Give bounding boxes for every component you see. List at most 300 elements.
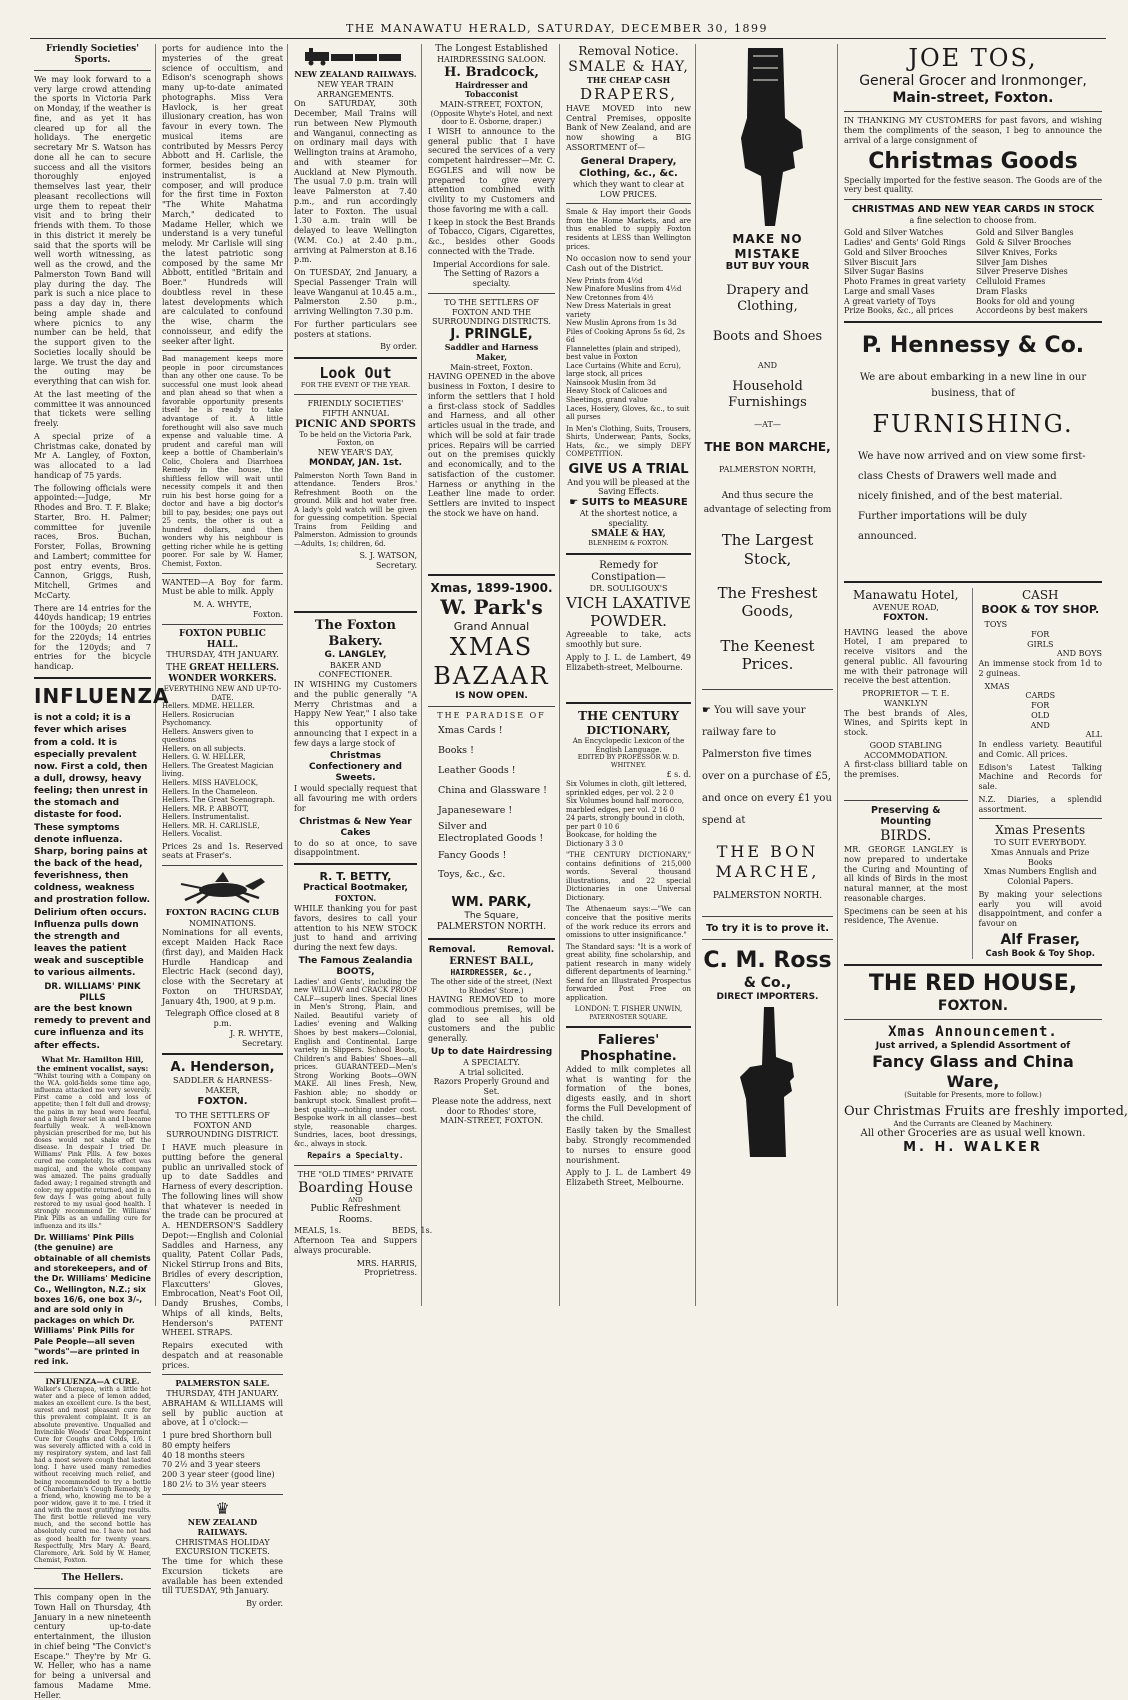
henderson-text: I HAVE much pleasure in putting before the general public an unrivalled stock of up to date Saddles and Harness of every description. The following lines will show that whatever is needed in the trade can be procured at A. HENDERSON'S Saddlery Depot:—English and Colonial Saddles and Harness, any quality, Patent Collar Pads, Nickel Stirrup Irons and Bits, Bridles of every description, Flaxcutters' Gloves, Embrocation, Neat's Foot Oil, Dandy Brushes, Combs, Whips of all kinds, Belts, Henderson's PATENT WHEEL STRAPS. [162, 1143, 283, 1338]
park-title: W. Park's [440, 595, 543, 620]
hall-item: Hellers. on all subjects. [162, 744, 246, 753]
divider [294, 611, 417, 613]
fs-date: MONDAY, JAN. 1st. [308, 457, 403, 468]
divider [294, 863, 417, 865]
goods-item: Nainsook Muslin from 3d [566, 378, 656, 387]
bazaar-open: IS NOW OPEN. [455, 691, 528, 702]
cards: CARDS [1025, 691, 1056, 701]
mh-walker: M. H. WALKER [903, 1140, 1043, 1156]
sports-paragraph: There are 14 entries for the 440yds handicap; 19 entries for the 100yds; 20 entries for the 220yds; 14 entries for the 120yds; and 7 entries for the bicycle handicap. [34, 603, 151, 672]
announcement: Xmas Announcement. [888, 1024, 1058, 1041]
divider [162, 350, 283, 351]
saloon: HAIRDRESSING SALOON. [437, 54, 546, 64]
divider [162, 573, 283, 574]
stabling: GOOD STABLING ACCOMMODATION. [864, 740, 948, 760]
bazaar-item: Silver and Electroplated Goods ! [438, 820, 544, 845]
goods-lists [844, 228, 1102, 316]
divider [162, 1374, 283, 1375]
divider [294, 394, 417, 395]
park-square: The Square, [464, 911, 519, 922]
wanted-name: M. A. WHYTE, [193, 600, 252, 610]
divider [844, 111, 1102, 112]
boarding-title: Boarding House [298, 1179, 413, 1196]
ball-text: HAVING REMOVED to more commodious premises, will be glad to see all his old customers and the public generally. [428, 995, 555, 1044]
divider [566, 553, 691, 555]
remedy: Remedy for Constipation— [591, 559, 666, 583]
top-rule [30, 38, 1106, 39]
henderson-name: A. Henderson, [170, 1060, 275, 1076]
goods-item: New Prints from 4½d [566, 276, 643, 285]
palmerston-2: PALMERSTON NORTH. [712, 891, 823, 902]
divider [844, 1019, 1102, 1020]
sale-items [162, 1431, 283, 1490]
hotel-ad [844, 588, 973, 959]
cards-stock: CHRISTMAS AND NEW YEAR CARDS IN STOCK [851, 204, 1095, 215]
pink-pills-sold: Dr. Williams' Pink Pills (the genuine) are obtainable of all chemists and storekeepers, and of the Dr. Williams' Medicine Co., Wellington, N.Z.; six boxes 16/6, one box 3/-, and are sold only in packages on which Dr. Williams' Pink Pills for Pale People—all seven "words"—are printed in red ink. [34, 1232, 151, 1367]
divider [979, 818, 1103, 819]
divider [162, 1053, 283, 1055]
hotel-text: HAVING leased the above Hotel, I am prepared to receive visitors and the general public. All favouring me with their patronage will receive the best attention. [844, 627, 968, 686]
masthead: THE MANAWATU HERALD, SATURDAY, DECEMBER 30, 1899 [346, 22, 768, 35]
column-6 [698, 44, 838, 1306]
old-times: THE "OLD TIMES" PRIVATE [297, 1170, 414, 1180]
list-right [976, 228, 1102, 316]
cash: CASH [1021, 588, 1059, 603]
red-house: THE RED HOUSE, [868, 971, 1078, 997]
hall-item: Hellers. MR. P. ABBOTT, [162, 804, 249, 813]
teas: Afternoon Tea and Suppers always procurable. [294, 1236, 417, 1255]
bon-marche: THE BON MARCHE, [704, 440, 831, 455]
divider [702, 689, 833, 690]
goods-item: Flannelettes (plain and striped), best value in Foxton [566, 344, 681, 362]
falieres-text: Added to milk completes all what is wanting for the formation of the bones, digests easily, and in short forms the Full Development of the child. [566, 1064, 691, 1123]
numbers: Xmas Numbers English and Colonial Papers. [983, 867, 1097, 887]
fs-secretary: S. J. WATSON, [359, 551, 417, 561]
and: AND [757, 361, 778, 371]
lookout-title: Look Out [319, 364, 392, 382]
divider [294, 357, 417, 359]
ball-street: MAIN-STREET, FOXTON. [439, 1116, 544, 1126]
bradcock-text-2: I keep in stock the Best Brands of Tobacco, Cigars, Cigarettes, &c., besides other Goods connected with the Trade. [428, 217, 555, 256]
xmas-year: Xmas, 1899-1900. [430, 580, 553, 595]
standard: The Standard says: "It is a work of great ability, fine scholarship, and patient research in many widely different departments of learning." Send for an Illustrated Prospectus forwarded Post Free on application. [566, 942, 691, 1002]
hall-item: Hellers. The Great Scenograph. [162, 796, 275, 805]
betty-repairs: Repairs a Specialty. [307, 1151, 404, 1161]
racing-secretary-title: Secretary. [241, 1038, 283, 1048]
list-left [844, 228, 970, 316]
sports-title: Friendly Societies' Sports. [46, 44, 139, 65]
divider [428, 938, 555, 940]
fraser-shop: Cash Book & Toy Shop. [985, 948, 1096, 959]
arrived: We have now arrived and on view some first-class Chests of Drawers well made and nicely finished, and of the best material. Further importations will be duly announced. [858, 451, 1086, 543]
stock: An immense stock from 1d to 2 guineas. [978, 659, 1102, 678]
all: ALL [1085, 730, 1102, 740]
divider [428, 293, 555, 294]
household: Household Furnishings [728, 378, 807, 410]
list-item: Silver Sugar Basins [844, 267, 924, 277]
divider [844, 321, 1102, 323]
rail-text: The time for which these Excursion tickets are available has been extended till TUESDAY, 9th January. [162, 1557, 283, 1596]
bakery-text-3: to do so at once, to save disappointment. [294, 838, 417, 858]
racing-sub: NOMINATIONS. [188, 918, 257, 928]
bad-management-text: Bad management keeps more people in poor circumstances than any other one cause. To be successful one must look ahead and plan ahead so that when a favorable opportunity presents itself he is ready to take advantage of it. A little forethought will also save much expense and valuable time. A prudent and careful man will keep a bottle of Chamberlain's Colic, Cholera and Diarrhoea Remedy in the house, the shiftless fellow will wait until necessity compels it and then ruin his best horse going for a doctor and have a big doctor's bill to pay, besides; one pays out 25 cents, the other is out a hundred dollars, and then wonders why his neighbour is getting richer while he is getting poorer. For sale by W. Hamer, Chemist, Foxton. [162, 355, 283, 568]
bazaar-item: Fancy Goods ! [438, 849, 507, 861]
agreeable: Agreeable to take, acts smoothly but sure. [566, 630, 691, 650]
divider [294, 1165, 417, 1166]
apply: Apply to J. L. de Lambert, 49 Elizabeth-street, Melbourne. [566, 652, 691, 672]
toyshop-ad [979, 588, 1103, 959]
wanted-place: Foxton. [252, 609, 283, 619]
bakery-text: IN WISHING my Customers and the public generally "A Merry Christmas and a Happy New Year," I also take this opportunity of announcing that I expect in a few days a large stock of [294, 680, 417, 748]
goods-item: Lace Curtains (White and Ecru), large stock, all prices [566, 361, 681, 379]
column-7 [840, 44, 1128, 1306]
xmas-cards: XMAS [984, 681, 1010, 691]
fraser: Alf Fraser, [1000, 931, 1081, 948]
divider [566, 203, 691, 204]
hamilton-heading: What Mr. Hamilton Hill, the eminent vocalist, says: [36, 1054, 149, 1073]
cure-text: Walker's Cherapea, with a little hot water and a piece of lemon added, makes an excellent cure. Is the best, surest and most pleasant cure for this prevalent complaint. It is an absolute preventive. Unqualled and Invincible Woods' Great Peppermint Cure for Coughs and Colds, 1/6. I was severely afflicted with a cold in my respiratory system, and last fall had a most severe cough that lasted long. I have used many remedies without receiving much relief, and being recommended to try a bottle of Chamberlain's Cough Remedy, by a friend, who, knowing me to be a poor widow, gave it to me. I tried it and with the most gratifying results. The first bottle relieved me very much, and the second bottle has absolutely cured me. I have not had as good health for twenty years. Respectfully, Mrs Mary A. Beard, Claremore, Ark. Sold by W. Hamer, Chemist, Foxton. [34, 1385, 151, 1564]
fs-where: To be held on the Victoria Park, Foxton, on [299, 430, 412, 448]
hall-item: Hellers. The Greatest Magician living. [162, 761, 274, 779]
price-row: Six Volumes bound half morocco, marbled edges, per vol. 2 16 0 [566, 797, 685, 814]
cheap-cash: THE CHEAP CASH [586, 74, 671, 85]
henderson-repairs: Repairs executed with despatch and at reasonable prices. [162, 1341, 283, 1370]
bradcock-text: I WISH to announce to the general public that I have secured the services of a very competent hairdresser—Mr. C. EGGLES and will now be prepared to give every attention combined with civility to my Customers and those favoring me with a call. [428, 126, 555, 214]
ball-note: Please note the address, next door to Rhodes' store, [431, 1096, 552, 1116]
refreshment: Public Refreshment Rooms. [310, 1204, 401, 1226]
price-row: 24 parts, strongly bound in cloth, per part 0 10 6 [566, 814, 685, 831]
column-2 [158, 44, 288, 1609]
furnishing: FURNISHING. [872, 409, 1074, 438]
henderson-to: TO THE SETTLERS OF FOXTON AND SURROUNDING DISTRICT. [166, 1110, 279, 1140]
list-item: Silver Biscuit Jars [844, 257, 917, 267]
longest: The Longest Established [435, 44, 548, 54]
fruits: Our Christmas Fruits are freshly imported, [844, 1103, 1128, 1119]
ball-name: ERNEST BALL, [449, 956, 534, 968]
proprietor: PROPRIETOR — T. E. WANKLYN [862, 689, 950, 708]
fs-title: FRIENDLY SOCIETIES' FIFTH ANNUAL [307, 399, 404, 418]
betty-text-2: Ladies' and Gents', including the new WILLOW and CRACK PROOF CALF—superb lines. Special lines in Men's Strong, Plain, and Nailed. Beautiful variety of Ladies' evening and Walking Shoes by best makers—Colonial, English and Continental. Large variety in Slippers. School Boots, Children's and Babies' Shoes—all prices. GUARANTEED—Men's Strong Working Boots—OWN MAKE. All lines Fresh, New, Fashion able; no shoddy or bankrupt stock. Smallest profit—best quality—nothing under cost. Bespoke work in all classes—best style, reasonable charges. Sundries, laces, boot dressings, &c., always in stock. [294, 977, 417, 1148]
ross-co: & Co., [743, 975, 792, 992]
removal-text: HAVE MOVED into new Central Premises, opposite Bank of New Zealand, and are now showing a BIG ASSORTMENT of— [566, 103, 691, 152]
hall-title: FOXTON PUBLIC HALL. [179, 628, 266, 650]
sale-item: 1 pure bred Shorthorn bull [162, 1431, 272, 1441]
divider [162, 865, 283, 866]
hall-great: GREAT [189, 663, 225, 674]
park-palmerston: PALMERSTON NORTH. [436, 922, 547, 933]
racing-title: FOXTON RACING CLUB [165, 908, 280, 919]
smale-places: BLENHEIM & FOXTON. [588, 538, 669, 547]
sale-item: 80 empty heifers [162, 1440, 231, 1450]
suits-measure: ☛ SUITS to MEASURE [569, 497, 688, 509]
racing-secretary: J. R. WHYTE, [230, 1028, 283, 1038]
bazaar-items [428, 721, 555, 885]
suits-measure-label: SUITS to MEASURE [581, 497, 688, 509]
selections: By making your selections early you will avoid disappointment, and confer a favour on [978, 889, 1102, 929]
mens-text: In Men's Clothing, Suits, Trousers, Shirts, Underwear, Pants, Socks, Hats, &c., we simply DEFY COMPETITION. [566, 424, 691, 459]
red-foxton: FOXTON. [937, 998, 1009, 1015]
goods-item: Heavy Stock of Calicoes and Sheetings, grand value [566, 387, 668, 404]
goods-item: New Muslin Aprons from 1s 3d [566, 319, 677, 328]
lookout-sub: FOR THE EVENT OF THE YEAR. [300, 381, 411, 390]
and-boys: AND BOYS [1056, 649, 1102, 659]
cure-title: INFLUENZA—A CURE. [45, 1376, 140, 1386]
list-item: Prize Books, &c., all prices [844, 306, 954, 316]
groceries: All other Groceries are as usual well known. [860, 1128, 1086, 1140]
lower-ads [844, 588, 1102, 959]
divider [566, 702, 691, 704]
bakery-text-2: I would specially request that all favouring me with orders for [294, 784, 417, 813]
divider [428, 574, 555, 576]
marche: MARCHE, [715, 861, 820, 881]
hall-item: Hellers. G. W. HELLER, [162, 753, 246, 762]
hall-wonder: WONDER [168, 674, 217, 685]
divider [844, 964, 1102, 966]
pringle-trade: Saddler and Harness Maker, [444, 342, 539, 362]
divider [162, 624, 283, 625]
falieres-title: Falieres' Phosphatine. [580, 1033, 677, 1065]
make-no-mistake: MAKE NO MISTAKE [732, 232, 803, 261]
divider [34, 70, 151, 71]
avenue-road: AVENUE ROAD, [872, 602, 939, 612]
rail-text: On SATURDAY, 30th December, Mail Trains will run between New Plymouth and Wanganui, connecting as on ordinary mail days with Wellington trains at Aramoho, and with steamer for Auckland at New Plymouth. The usual 7.0 p.m. train will leave Palmerston at 7.40 p.m., and run accordingly later to Foxton. The usual 1.30 a.m. train will be delayed to leave Wellington (W.M. Co.) at 2.40 p.m., arriving at Palmerston at 8.16 p.m. [294, 99, 417, 265]
divider [844, 800, 968, 801]
bradcock-trade: Hairdresser and Tobacconist [455, 79, 528, 100]
divider [428, 706, 555, 707]
ball-removal: Removal. Removal. [428, 945, 555, 956]
bazaar-item: Books ! [438, 745, 474, 757]
xmas: XMAS [449, 632, 534, 661]
hellers-text: This company open in the Town Hall on Thursday, 4th January in a new nineteenth century up-to-date entertainment, the illusion in chief being "The Convict's Escape." They're by Mr G. W. Heller, who has a name for being a universal and famous Madame Mme. Heller. [34, 1593, 151, 1700]
preserving: Preserving & Mounting [871, 804, 941, 828]
hall-prices: Prices 2s and 1s. Reserved seats at Fraser's. [162, 841, 283, 861]
save-text: ☛ You will save your railway fare to Palmerston five times over on a purchase of £5, and once on every £1 you spend at [702, 705, 832, 827]
century-prices [566, 780, 691, 848]
old: OLD [1031, 710, 1050, 720]
ball-trade: HAIRDRESSER, &c., [450, 968, 533, 978]
boots-shoes: Boots and Shoes [712, 329, 823, 345]
hall-hellers: HELLERS. [227, 663, 280, 674]
ales: The best brands of Ales, Wines, and Spirits kept in stock. [844, 708, 968, 738]
sports-paragraph: We may look forward to a very large crowd attending the sports in Victoria Park on Monday, if the weather is fine, and as yet it has cleared up for all the holidays. The energetic secretary Mr S. Watson has done all he can to secure success and all the visitors thoroughly enjoyed themselves last year, their pleasant recollections will urge them to repeat their visit and to bring their friends with them. To those in this district it merely be said that the sports will be well worth witnessing, as well as the crowd, and the Palmerston Town Band will play during the day. The park is such a nice place to pass a day day in, there being ample shade and where picnics to any number can be held, that the support given to the Societies locally should be large. We trust the day and the outing may be everything that can wish for. [34, 74, 151, 387]
column-5 [562, 44, 696, 1306]
presents: Xmas Presents [995, 823, 1086, 838]
list-item: Gold and Silver Brooches [844, 247, 948, 257]
bradcock-razors: The Setting of Razors a specialty. [443, 269, 540, 289]
rail-text: On TUESDAY, 2nd January, a Special Passenger Train will leave Wanganui at 10.45 a.m., Palmerston 2.50 p.m., arriving Wellington 7.30 p.m. [294, 268, 417, 316]
girls: GIRLS [1027, 639, 1054, 649]
boarding-and: AND [348, 1197, 363, 1205]
list-item: Ladies' and Gents' Gold Rings [844, 238, 966, 248]
divider [702, 916, 833, 917]
influenza-text: is not a cold; it is a fever which arises from a cold. It is especially prevalent now. First a cold, then a dull, drowsy, heavy feeling; then unrest in the stomach and distaste for food. These symptoms denote influenza. Sharp, boring pains at the back of the head, feverishness, then coldness, weakness and prostration follow. Delirium often occurs. Influenza pulls down the strength and leaves the patient weak and susceptible to various ailments. [34, 713, 151, 979]
drapery-clothing: Drapery and Clothing, [726, 283, 809, 315]
wm-park: WM. PARK, [451, 895, 532, 911]
save-text-label: You will save your railway fare to Palmerston five times over on a purchase of £5, and once on every £1 you spend at [702, 705, 832, 827]
drapers: DRAPERS, [580, 85, 677, 104]
list-item: Gold and Silver Watches [844, 228, 944, 238]
editor: EDITED BY PROFESSOR W. D. WHITNEY. [577, 753, 680, 770]
hall-item: Hellers. Answers given to questions [162, 727, 254, 745]
toyshop: BOOK & TOY SHOP. [981, 602, 1100, 616]
falieres-apply: Apply to J. L. de Lambert 49 Elizabeth Street, Melbourne. [566, 1168, 691, 1188]
goods-list [566, 277, 691, 422]
doctor: DR. SOULIGOUX'S [589, 584, 668, 593]
billiard: A first-class billiard table on the premises. [844, 760, 968, 780]
christmas-goods: Christmas Goods [868, 148, 1078, 174]
embark: We are about embarking in a new line in our business, that of [859, 371, 1087, 399]
list-item: Silver Preserve Dishes [976, 267, 1068, 277]
goods-item: New Dress Materials in great variety [566, 302, 672, 319]
hall-the: THE [165, 663, 187, 674]
fancy-glass: Fancy Glass and China Ware, [872, 1052, 1074, 1091]
list-item: Silver Jam Dishes [976, 257, 1048, 267]
bazaar-item: China and Glassware ! [438, 784, 547, 796]
hall-item: Hellers. In the Chameleon. [162, 787, 258, 796]
hall-date: THURSDAY, 4TH JANUARY. [166, 650, 279, 660]
give-trial: GIVE US A TRIAL [568, 461, 689, 477]
racing-text: Nominations for all events, except Maiden Hack Race (first day), and Maiden Hack Hurdle Handicap and Electric Hack (second day), close with the Secretary at Foxton on THURSDAY, January 4th, 1900, at 9 p.m. [162, 928, 283, 1006]
bazaar-item: Xmas Cards ! [438, 725, 503, 737]
sale-item: 70 2½ and 3 year steers [162, 1460, 261, 1470]
grand-annual: Grand Annual [453, 619, 530, 633]
sports-paragraph: At the last meeting of the committee it was announced that tickets were selling freely. [34, 389, 151, 429]
list-item: A great variety of Toys [844, 296, 936, 306]
rail-text: For further particulars see posters at stations. [294, 319, 417, 339]
century-title: THE CENTURY [578, 709, 679, 724]
clear: which they want to clear at LOW PRICES. [573, 179, 684, 199]
toys-for: TOYS [984, 620, 1008, 630]
bazaar: BAZAAR [433, 662, 550, 691]
ball-specialty-2: A SPECIALTY. [463, 1057, 520, 1067]
train-illustration [301, 48, 411, 66]
royal-crest-icon: ♛ [215, 1498, 230, 1518]
hamilton-testimonial: "Whilst touring with a Company on the W.A. gold-fields some time ago, influenza attacked me very severely. First came a cold and loss of appetite; then I felt dull and drowsy; the pains in my head were fearful, and a high fever set in and I became fearfully weak. A well-known physician prescribed for me, but his doses would not shake off the disease. In despair I tried Dr. Williams' Pink Pills. A few boxes cured me completely. Its effect was magical, and the whole company was amazed. The pains gradually faded away; I regained strength and color; my appetite returned, and in a few days I was going about fully restored to my usual good health. I strongly recommend Dr. Williams' Pink Pills as an unfailing cure for influenza and its ills." [34, 1072, 151, 1230]
variety: In endless variety. Beautiful and Comic. All prices. [978, 740, 1102, 759]
betty-trade: Practical Bootmaker, [303, 883, 408, 894]
betty-boots: The Famous Zealandia BOOTS, [298, 955, 413, 977]
hotel-name: Manawatu Hotel, [853, 588, 959, 603]
list-item: Large and small Vases [844, 286, 935, 296]
century-desc: "THE CENTURY DICTIONARY," contains definitions of 215,000 words. Several thousand illustrations, and 22 special Dictionaries in one Universal Dictionary. [566, 851, 691, 902]
at: —AT— [754, 420, 781, 430]
meals: MEALS, 1s. BEDS, 1s. [294, 1226, 433, 1236]
birds: BIRDS. [880, 827, 932, 844]
rail-order: By order. [246, 1599, 283, 1609]
hall-banner-2 [162, 674, 283, 685]
bazaar-item: Leather Goods ! [438, 765, 516, 777]
bradcock-accordions: Imperial Accordions for sale. [432, 259, 551, 269]
betty-text: WHILE thanking you for past favors, desires to call your attention to his NEW STOCK just to hand and arriving during the next few days. [294, 904, 417, 953]
list-item: Celluloid Frames [976, 277, 1046, 287]
annuals: Xmas Annuals and Prize Books [991, 847, 1090, 867]
diaries: N.Z. Diaries, a splendid assortment. [978, 794, 1102, 814]
divider [844, 581, 1102, 583]
and-2: AND [1030, 720, 1050, 730]
list-item: Dram Flasks [976, 286, 1028, 296]
removal-notice: Removal Notice. [578, 44, 679, 58]
hall-item: Hellers. MDME. HELLER. [162, 702, 255, 711]
list-item: Books for old and young [976, 296, 1075, 306]
smale-hay: SMALE & HAY, [568, 58, 689, 75]
hellers-title: The Hellers. [61, 1573, 124, 1584]
ball-trial: A trial solicited. [459, 1067, 524, 1077]
smale-hay-2: SMALE & HAY, [591, 528, 666, 539]
rail-title: NEW ZEALAND RAILWAYS. [294, 69, 417, 79]
pink-pills-text: are the best known remedy to prevent and cure influenza and its after effects. [34, 1004, 151, 1051]
hellers-continued: ports for audience into the mysteries of the great science of occultism, and Edison's scenograph shows many up-to-date animated photographs. Miss Vera Havlock, is her great illusionary creation, has won favour in every town. The musical items are contributed by Messrs Percy Abbott and H. Carlisle, the former, besides being an instrumentalist, is a composer, and will produce for the first time in Foxton "The White Mahatma March," dedicated to Madame Heller, which we understand is a very tuneful melody. Mr Carlisle will sing the latest patriotic song composed by the same Mr Abbott, entitled "Britain and Boer." Hundreds will doubtless revel in these latest developments which are calculated to confound the wise, charm the connoisseur, and edify the seeker after light. [162, 44, 283, 346]
pringle-name: J. PRINGLE, [450, 327, 533, 343]
langley-text: MR. GEORGE LANGLEY is now prepared to undertake the Curing and Mounting of all kinds of Birds in the most natural manner, at the most reasonable charges. [844, 845, 968, 903]
bakery-name: G. LANGLEY, [324, 649, 387, 660]
bakery-cakes: Christmas & New Year Cakes [299, 816, 412, 838]
pink-pills-heading: DR. WILLIAMS' PINK PILLS [44, 982, 141, 1003]
hall-item: Hellers. MR. H. CARLISLE, [162, 821, 260, 830]
goods-item: New Pinafore Muslins from 4½d [566, 285, 682, 294]
selection: a fine selection to choose from. [909, 215, 1037, 225]
rail-title: NEW ZEALAND RAILWAYS. [187, 1517, 258, 1537]
list-item: Photo Frames in great variety [844, 277, 966, 287]
bradcock-address: MAIN-STREET, FOXTON, [439, 100, 544, 110]
the-bon: THE BON [716, 842, 819, 862]
sale-item: 200 3 year steer (good line) [162, 1470, 275, 1480]
sale-title: PALMERSTON SALE. [175, 1378, 270, 1389]
joe-tos: JOE TOS, [908, 44, 1038, 72]
freshest: The Freshest Goods, [717, 583, 818, 621]
fs-picnic: PICNIC AND SPORTS [295, 418, 416, 430]
no-occasion: No occasion now to send your Cash out of the District. [566, 254, 691, 273]
bradcock-address-2: (Opposite Whyte's Hotel, and next door to E. Osborne, draper.) [430, 109, 553, 127]
tos-text: IN THANKING MY CUSTOMERS for past favors, and wishing them the compliments of the season, I beg to announce the arrival of a large consignment of [844, 116, 1102, 145]
bakery-xmas: Christmas Confectionery and Sweets. [309, 751, 402, 784]
harris-title: Proprietress. [364, 1268, 417, 1278]
paternoster: PATERNOSTER SQUARE. [589, 1013, 668, 1021]
hotel-foxton: FOXTON. [883, 612, 929, 623]
pointing-hand-down-icon [723, 48, 813, 228]
divider [702, 939, 833, 940]
special: Specially imported for the festive season. The Goods are of the very best quality. [844, 175, 1102, 195]
goods-item: Laces, Hosiery, Gloves, &c., to suit all purses [566, 404, 690, 422]
sale-text: ABRAHAM & WILLIAMS will sell by public auction at above, at 1 o'clock:— [162, 1398, 283, 1428]
currants: And the Currants are Cleaned by Machinery. [893, 1119, 1053, 1128]
hall-item: Hellers. Rosicrucian Psychomancy. [162, 710, 235, 728]
ball-address: The other side of the street, (Next to Rhodes' Store.) [430, 978, 553, 995]
hall-item: Hellers. Instrumentalist. [162, 813, 250, 822]
divider [34, 1568, 151, 1569]
powder: POWDER. [590, 612, 667, 631]
for-2: FOR [1031, 701, 1050, 711]
column-1 [30, 44, 170, 1700]
suits-notice: At the shortest notice, a speciality. [579, 509, 678, 528]
hall-everything: EVERYTHING NEW AND UP-TO-DATE. [163, 685, 282, 702]
suitable: (Suitable for Presents, more to follow.) [904, 1091, 1042, 1100]
keenest: The Keenest Prices. [720, 636, 815, 673]
list-item: Gold & Silver Brooches [976, 238, 1072, 248]
arrived-2: Just arrived, a Splendid Assortment of [875, 1041, 1071, 1052]
sale-item: 40 18 months steers [162, 1450, 245, 1460]
hall-banner [162, 663, 283, 674]
secure: And thus secure the advantage of selecting from [703, 490, 832, 515]
list-item: Silver Knives, Forks [976, 247, 1058, 257]
buy-your: BUT BUY YOUR [725, 261, 810, 273]
direct-importers: DIRECT IMPORTERS. [716, 992, 819, 1003]
henderson-trade: SADDLER & HARNESS-MAKER, [173, 1076, 272, 1095]
pringle-address: Main-street, Foxton. [450, 362, 533, 372]
fs-day: NEW YEAR'S DAY, [317, 447, 394, 457]
falieres-text-2: Easily taken by the Smallest baby. Strongly recommended to nurses to ensure good nourishment. [566, 1126, 691, 1165]
ball-specialty: Up to date Hairdressing [430, 1046, 553, 1057]
specimens: Specimens can be seen at his residence, The Avenue. [844, 906, 968, 926]
